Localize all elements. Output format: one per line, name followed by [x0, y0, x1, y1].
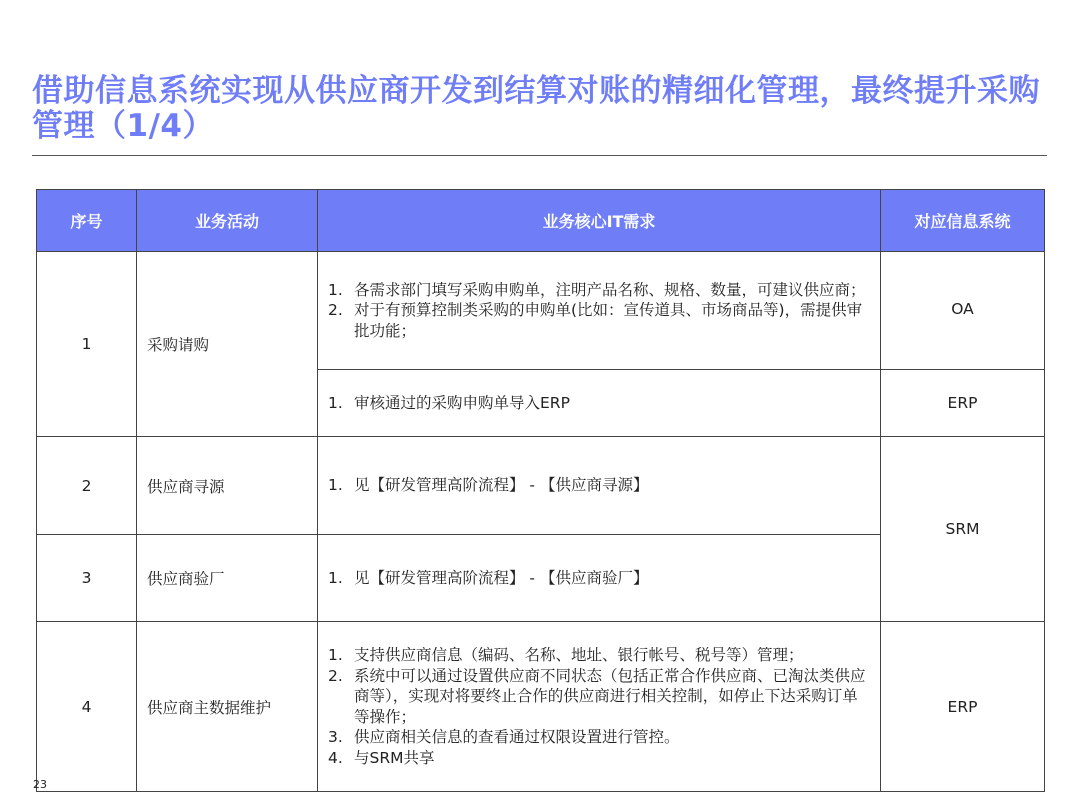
- row-index: 2: [37, 437, 137, 535]
- row-activity: 供应商验厂: [137, 535, 318, 622]
- list-item: 2. 对于有预算控制类采购的申购单(比如：宣传道具、市场商品等)，需提供审批功能；: [328, 301, 863, 340]
- table-row: [37, 437, 1045, 535]
- header-index: 序号: [37, 190, 137, 252]
- header-system: 对应信息系统: [881, 190, 1045, 252]
- page-title: 借助信息系统实现从供应商开发到结算对账的精细化管理，最终提升采购管理（1/4）: [32, 73, 1040, 144]
- row-index: 1: [37, 252, 137, 437]
- list-item: 2. 系统中可以通过设置供应商不同状态（包括正常合作供应商、已淘汰类供应商等），实现对将要终止合作的供应商进行相关控制，如停止下达采购订单等操作；: [328, 666, 866, 726]
- header-activity: 业务活动: [137, 190, 318, 252]
- row-requirements: [318, 370, 881, 437]
- row-system: ERP: [881, 622, 1045, 792]
- row-index: 4: [37, 622, 137, 792]
- row-system: ERP: [881, 370, 1045, 437]
- header-requirements: 业务核心IT需求: [318, 190, 881, 252]
- list-item: 1. 支持供应商信息（编码、名称、地址、银行帐号、税号等）管理；: [328, 646, 804, 664]
- title-divider: [32, 155, 1047, 156]
- row-activity: 供应商主数据维护: [137, 622, 318, 792]
- requirements-table: [36, 189, 1045, 792]
- row-activity: 供应商寻源: [137, 437, 318, 535]
- row-requirements: [318, 252, 881, 370]
- row-requirements: [318, 535, 881, 622]
- row-activity: 采购请购: [137, 252, 318, 437]
- list-item: 1. 各需求部门填写采购申购单，注明产品名称、规格、数量，可建议供应商；: [328, 280, 866, 299]
- table-row: [37, 622, 1045, 792]
- list-item: 1. 见【研发管理高阶流程】 - 【供应商寻源】: [328, 476, 649, 495]
- row-requirements: [318, 437, 881, 535]
- page-number: 23: [33, 778, 47, 791]
- row-system: SRM: [881, 437, 1045, 622]
- table-row: [37, 252, 1045, 370]
- list-item: 3. 供应商相关信息的查看通过权限设置进行管控。: [328, 728, 680, 746]
- list-item: 1. 审核通过的采购申购单导入ERP: [328, 393, 570, 412]
- row-system: OA: [881, 252, 1045, 370]
- table-header-row: [37, 190, 1045, 252]
- row-requirements: [318, 622, 881, 792]
- list-item: 4. 与SRM共享: [328, 748, 435, 767]
- row-index: 3: [37, 535, 137, 622]
- list-item: 1. 见【研发管理高阶流程】 - 【供应商验厂】: [328, 568, 649, 587]
